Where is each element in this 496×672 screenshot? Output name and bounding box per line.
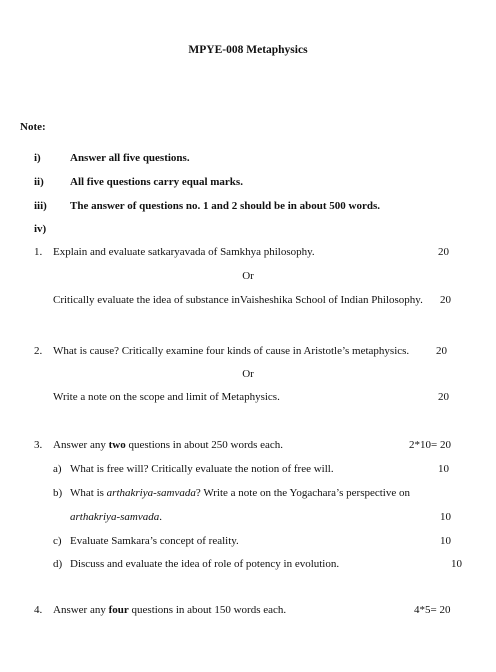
- note-number: iii): [34, 200, 47, 212]
- subpart-label: a): [53, 463, 62, 475]
- or-separator: Or: [242, 368, 254, 380]
- question-marks: 20: [436, 345, 447, 357]
- note-label: Note:: [20, 121, 46, 133]
- intro-pre: Answer any: [53, 439, 109, 451]
- subpart-b-term: arthakriya-samvada: [106, 487, 196, 499]
- question-text: What is cause? Critically examine four kinds of cause in Aristotle’s metaphysics.: [53, 345, 410, 357]
- subpart-text-continued: [70, 511, 162, 523]
- subpart-text: [70, 487, 470, 499]
- question-text: [53, 439, 283, 451]
- note-text: The answer of questions no. 1 and 2 should be in about 500 words.: [70, 200, 381, 212]
- intro-emphasis: two: [108, 439, 126, 451]
- subpart-marks: 10: [440, 535, 451, 547]
- question-number: 2.: [34, 345, 43, 357]
- subpart-label: d): [53, 558, 63, 570]
- question-number: 1.: [34, 246, 43, 258]
- intro-post: questions in about 250 words each.: [125, 439, 284, 451]
- subpart-marks: 10: [440, 511, 451, 523]
- subpart-marks: 10: [451, 558, 462, 570]
- page-title: MPYE-008 Metaphysics: [188, 44, 308, 56]
- subpart-text: What is free will? Critically evaluate the notion of free will.: [70, 463, 334, 475]
- note-text: All five questions carry equal marks.: [70, 176, 243, 188]
- question-number: 3.: [34, 439, 43, 451]
- subpart-b-pre: What is: [70, 487, 107, 499]
- subpart-text: Discuss and evaluate the idea of role of potency in evolution.: [70, 558, 340, 570]
- subpart-label: b): [53, 487, 63, 499]
- subpart-b-line1: [70, 487, 410, 499]
- question-text: Write a note on the scope and limit of Metaphysics.: [53, 391, 280, 403]
- question-text: [53, 604, 286, 616]
- intro-emphasis: four: [108, 604, 129, 616]
- subpart-label: c): [53, 535, 62, 547]
- question-text: Explain and evaluate satkaryavada of Samkhya philosophy.: [53, 246, 315, 258]
- subpart-b-post: ? Write a note on the Yogachara’s perspective on: [195, 487, 410, 499]
- question-text: Critically evaluate the idea of substance inVaisheshika School of Indian Philosophy.: [53, 294, 423, 306]
- question-marks: 2*10= 20: [409, 439, 451, 451]
- intro-post: questions in about 150 words each.: [128, 604, 287, 616]
- question-marks: 20: [438, 246, 449, 258]
- subpart-text: Evaluate Samkara’s concept of reality.: [70, 535, 239, 547]
- note-text: Answer all five questions.: [70, 152, 190, 164]
- question-marks: 20: [440, 294, 451, 306]
- subpart-b-term: arthakriya-samvada: [70, 511, 160, 523]
- subpart-b-period: .: [159, 511, 162, 523]
- question-marks: 20: [438, 391, 449, 403]
- intro-pre: Answer any: [53, 604, 109, 616]
- subpart-marks: 10: [438, 463, 449, 475]
- question-number: 4.: [34, 604, 43, 616]
- note-number: ii): [34, 176, 44, 188]
- or-separator: Or: [242, 270, 254, 282]
- note-number: i): [34, 152, 41, 164]
- question-marks: 4*5= 20: [414, 604, 451, 616]
- note-number: iv): [34, 223, 47, 235]
